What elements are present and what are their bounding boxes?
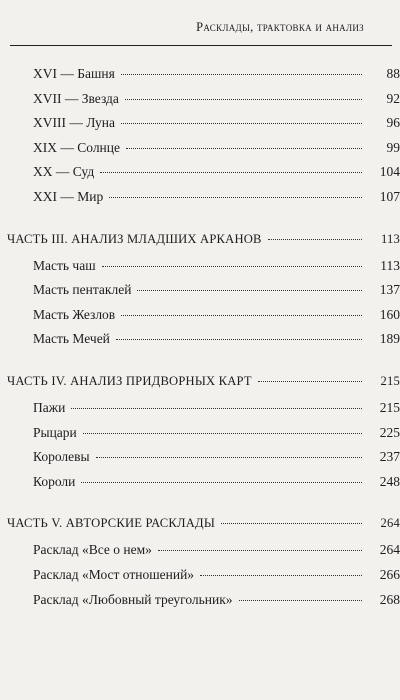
dot-leader [102, 266, 362, 267]
toc-entry[interactable] [0, 115, 400, 140]
dot-leader [258, 381, 362, 382]
toc-entry-title: Королевы [33, 449, 90, 465]
toc-entry-page: 107 [379, 188, 400, 204]
toc-entry[interactable] [0, 474, 400, 499]
toc-entry[interactable] [0, 449, 400, 474]
toc-part-heading[interactable] [0, 374, 400, 400]
header-rule [10, 45, 392, 46]
dot-leader [109, 197, 362, 198]
dot-leader [121, 123, 362, 124]
toc-entry[interactable] [0, 425, 400, 450]
toc-entry-page: 266 [379, 566, 400, 582]
dot-leader [221, 523, 362, 524]
toc-entry[interactable] [0, 592, 400, 617]
toc-entry-title: XVI — Башня [33, 66, 115, 81]
dot-leader [125, 99, 362, 100]
toc-entry-page: 88 [386, 66, 400, 81]
dot-leader [137, 290, 362, 291]
toc-entry[interactable] [0, 307, 400, 332]
toc-entry-title: Масть пентаклей [33, 282, 132, 298]
dot-leader [239, 600, 362, 601]
toc-entry-title: XVIII — Луна [33, 115, 116, 131]
dot-leader [96, 457, 362, 458]
toc-entry[interactable] [0, 400, 400, 425]
toc-entry-page: 92 [386, 90, 400, 106]
toc-entry-page: 225 [379, 424, 400, 440]
toc-entry-page: 237 [379, 449, 400, 465]
toc-section-major-arcana [0, 66, 400, 214]
toc-entry-title: XXI — Мир [33, 188, 104, 204]
dot-leader [100, 172, 362, 173]
toc-part-title: ЧАСТЬ V. АВТОРСКИЕ РАСКЛАДЫ [7, 516, 216, 531]
toc-entry-page: 137 [379, 282, 400, 298]
toc-entry-title: XX — Суд [33, 164, 95, 180]
dot-leader [83, 433, 362, 434]
toc-entry-title: Расклад «Все о нем» [33, 542, 152, 558]
toc-section-part-3 [0, 232, 400, 356]
toc-entry[interactable] [0, 282, 400, 307]
toc-entry-title: Расклад «Мост отношений» [33, 566, 195, 582]
toc-part-page: 113 [380, 231, 400, 246]
toc-entry-page: 104 [379, 164, 400, 180]
dot-leader [158, 550, 362, 551]
toc-entry[interactable] [0, 164, 400, 189]
toc-part-page: 264 [380, 516, 400, 531]
toc-part-heading[interactable] [0, 232, 400, 258]
dot-leader [116, 339, 362, 340]
toc-entry-page: 99 [386, 139, 400, 155]
dot-leader [200, 575, 362, 576]
toc-entry[interactable] [0, 258, 400, 283]
dot-leader [126, 148, 362, 149]
toc-entry-page: 96 [386, 115, 400, 131]
toc-part-heading[interactable] [0, 516, 400, 542]
toc-entry-page: 189 [379, 331, 400, 347]
toc-part-title: ЧАСТЬ IV. АНАЛИЗ ПРИДВОРНЫХ КАРТ [7, 373, 252, 388]
toc-entry-title: XIX — Солнце [33, 139, 120, 155]
toc-entry[interactable] [0, 66, 400, 91]
toc-section-part-5 [0, 516, 400, 616]
toc-entry[interactable] [0, 140, 400, 165]
dot-leader [268, 239, 362, 240]
toc-entry-title: Масть чаш [33, 257, 96, 273]
table-of-contents [0, 66, 400, 616]
toc-entry-page: 268 [379, 591, 400, 607]
dot-leader [71, 408, 362, 409]
toc-entry-title: Короли [33, 473, 76, 489]
toc-entry-title: Пажи [33, 399, 66, 415]
toc-entry-title: XVII — Звезда [33, 90, 119, 106]
toc-entry-title: Масть Жезлов [33, 306, 116, 322]
toc-entry-page: 215 [379, 399, 400, 415]
toc-entry-title: Рыцари [33, 424, 77, 440]
toc-entry[interactable] [0, 91, 400, 116]
toc-section-part-4 [0, 374, 400, 498]
toc-part-page: 215 [380, 373, 400, 388]
toc-entry[interactable] [0, 567, 400, 592]
toc-entry-page: 113 [380, 257, 400, 273]
dot-leader [81, 482, 362, 483]
toc-part-title: ЧАСТЬ III. АНАЛИЗ МЛАДШИХ АРКАНОВ [7, 231, 262, 246]
toc-entry-page: 248 [379, 473, 400, 489]
running-head: Расклады, трактовка и анализ [196, 20, 364, 34]
toc-entry[interactable] [0, 189, 400, 214]
dot-leader [121, 74, 362, 75]
toc-entry[interactable] [0, 542, 400, 567]
toc-entry-page: 264 [379, 542, 400, 558]
toc-entry-title: Масть Мечей [33, 331, 110, 347]
dot-leader [121, 315, 362, 316]
toc-entry-page: 160 [379, 306, 400, 322]
toc-entry[interactable] [0, 331, 400, 356]
toc-entry-title: Расклад «Любовный треугольник» [33, 591, 233, 607]
